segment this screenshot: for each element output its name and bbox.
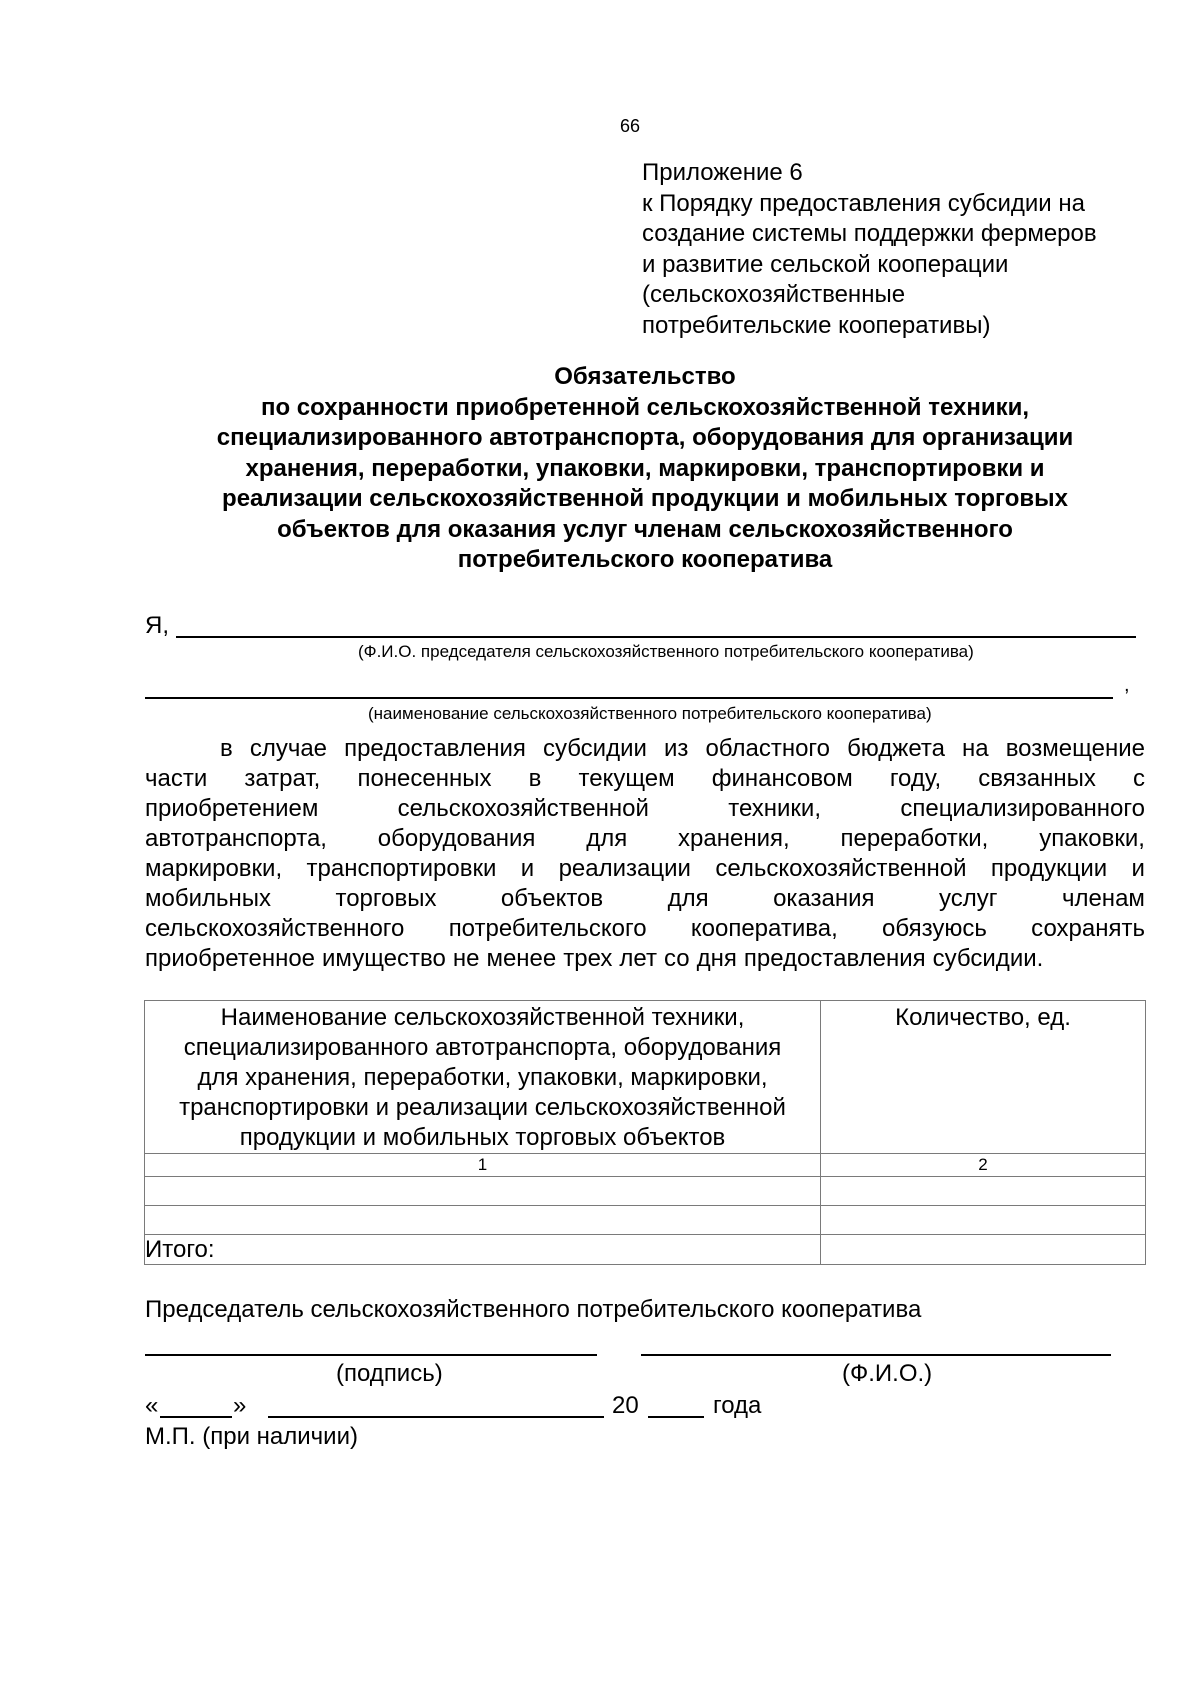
header-line: продукции и мобильных торговых объектов [239,1124,726,1151]
header-line: транспортировки и реализации сельскохозяйственной [179,1094,786,1121]
header-quantity-cell [821,1001,1146,1154]
body-word: объектов [500,885,604,912]
table-cell[interactable] [821,1206,1146,1235]
header-quantity: Количество, ед. [895,1004,1071,1031]
body-word: приобретением [145,795,319,822]
body-word: членам [1061,885,1145,912]
column-number: 1 [145,1154,821,1177]
body-word: хранения, [678,825,790,852]
appendix-line: создание системы поддержки фермеров [642,220,1097,247]
header-line: Наименование сельскохозяйственной техники, [220,1004,745,1031]
title-line: специализированного автотранспорта, оборудования для организации [216,424,1074,451]
total-label: Итого: [145,1235,821,1265]
body-line [145,885,1145,915]
appendix-line: потребительские кооперативы) [642,311,991,339]
body-word: имущество [322,945,446,972]
appendix-line: к Порядку предоставления субсидии на [642,189,1085,217]
body-word: и [520,855,535,882]
body-word: предоставления [344,735,526,762]
body-word: оборудования [377,825,536,852]
full-name-hint: (Ф.И.О.) [842,1360,933,1387]
body-word: и [1131,855,1145,882]
body-word: специализированного [900,795,1145,822]
table-cell[interactable] [145,1206,821,1235]
table-row [145,1206,1146,1235]
comma: , [1124,674,1130,696]
body-word: услуг [939,885,998,912]
table-row [145,1177,1146,1206]
appendix-line: Приложение 6 [642,159,803,186]
body-word: кооператива, [690,915,838,942]
page-number: 66 [620,116,641,136]
header-line: специализированного автотранспорта, оборудования [183,1034,782,1061]
body-word: субсидии. [932,945,1044,972]
title-line: хранения, переработки, упаковки, маркировки, транспортировки и [245,454,1045,482]
appendix-line: и развитие сельской кооперации [642,250,1009,278]
body-word: сельскохозяйственной [715,855,967,882]
title-line: реализации сельскохозяйственной продукции и мобильных торговых [222,485,1068,512]
body-word: со [663,945,690,972]
body-word: лет [619,945,657,972]
body-word: транспортировки [306,855,497,882]
title-line: Обязательство [554,363,736,390]
body-word: реализации [558,855,691,882]
body-word: с [1132,765,1145,792]
title-line: по сохранности приобретенной сельскохозяйственной техники, [260,393,1030,421]
body-line [145,945,1145,975]
body-word: приобретенное [145,945,316,972]
body-word: для [667,885,709,912]
body-word: связанных [978,765,1096,792]
body-word: трех [563,945,613,972]
body-word: потребительского [448,915,647,942]
body-word: на [962,735,989,762]
body-line [145,855,1145,885]
body-line [145,765,1145,795]
body-word: техники, [728,795,821,822]
signature-line[interactable] [145,1354,597,1356]
body-word: понесенных [357,765,492,792]
body-word: финансовом [711,765,853,792]
body-word: случае [249,735,328,762]
coop-name-line[interactable] [145,697,1113,699]
year-line[interactable] [648,1416,704,1418]
body-word: части [145,765,208,792]
body-word: менее [486,945,557,972]
body-word: для [586,825,628,852]
document-title [145,362,1145,576]
body-word: в [528,765,542,792]
body-word: оказания [773,885,875,912]
body-word: мобильных [145,885,272,912]
body-word: переработки, [840,825,989,852]
body-word: автотранспорта, [145,825,327,852]
body-word: текущем [578,765,675,792]
open-quote: « [145,1392,159,1419]
body-word: возмещение [1005,735,1145,762]
body-word: году, [889,765,942,792]
body-word: затрат, [244,765,321,792]
goods-table [144,1000,1146,1265]
body-line [145,915,1145,945]
body-word: не [452,945,480,972]
body-word: сохранять [1031,915,1145,942]
i-label: Я, [145,612,169,639]
title-line: объектов для оказания услуг членам сельскохозяйственного [277,515,1013,543]
title-line: потребительского кооператива [457,546,833,573]
appendix-line: (сельскохозяйственные [642,281,906,308]
column-number-row [145,1154,1146,1177]
coop-name-hint: (наименование сельскохозяйственного потребительского кооператива) [368,704,932,723]
body-word: сельскохозяйственной [397,795,649,822]
header-name-cell [145,1001,821,1154]
body-word: субсидии [542,735,647,762]
body-word: предоставления [743,945,926,972]
header-line: для хранения, переработки, упаковки, маркировки, [197,1064,768,1091]
body-word: в [220,735,233,762]
close-quote: » [233,1392,247,1419]
chair-name-line[interactable] [176,636,1136,638]
signature-hint: (подпись) [336,1360,443,1387]
body-word: продукции [990,855,1108,882]
table-cell[interactable] [145,1177,821,1206]
body-word: областного [705,735,830,762]
year-suffix: года [713,1392,762,1419]
body-word: маркировки, [145,855,283,882]
table-cell[interactable] [821,1177,1146,1206]
body-line [145,795,1145,825]
day-line[interactable] [160,1416,232,1418]
body-word: торговых [335,885,437,912]
total-row [145,1235,1146,1265]
month-line[interactable] [268,1416,604,1418]
table-header-row [145,1001,1146,1154]
body-word: сельскохозяйственного [145,915,405,942]
stamp-note: М.П. (при наличии) [145,1423,358,1450]
chair-name-hint: (Ф.И.О. председателя сельскохозяйственного потребительского кооператива) [358,642,974,661]
body-word: упаковки, [1039,825,1145,852]
body-word: из [663,735,689,762]
body-line [220,735,1145,765]
chair-label: Председатель сельскохозяйственного потребительского кооператива [145,1296,922,1323]
total-value-cell[interactable] [821,1235,1146,1265]
full-name-line[interactable] [641,1354,1111,1356]
column-number: 2 [821,1154,1146,1177]
body-word: бюджета [847,735,945,762]
appendix-header [642,158,1162,341]
year-prefix: 20 [612,1392,639,1419]
body-word: дня [696,945,737,972]
body-line [145,825,1145,855]
body-word: обязуюсь [882,915,987,942]
